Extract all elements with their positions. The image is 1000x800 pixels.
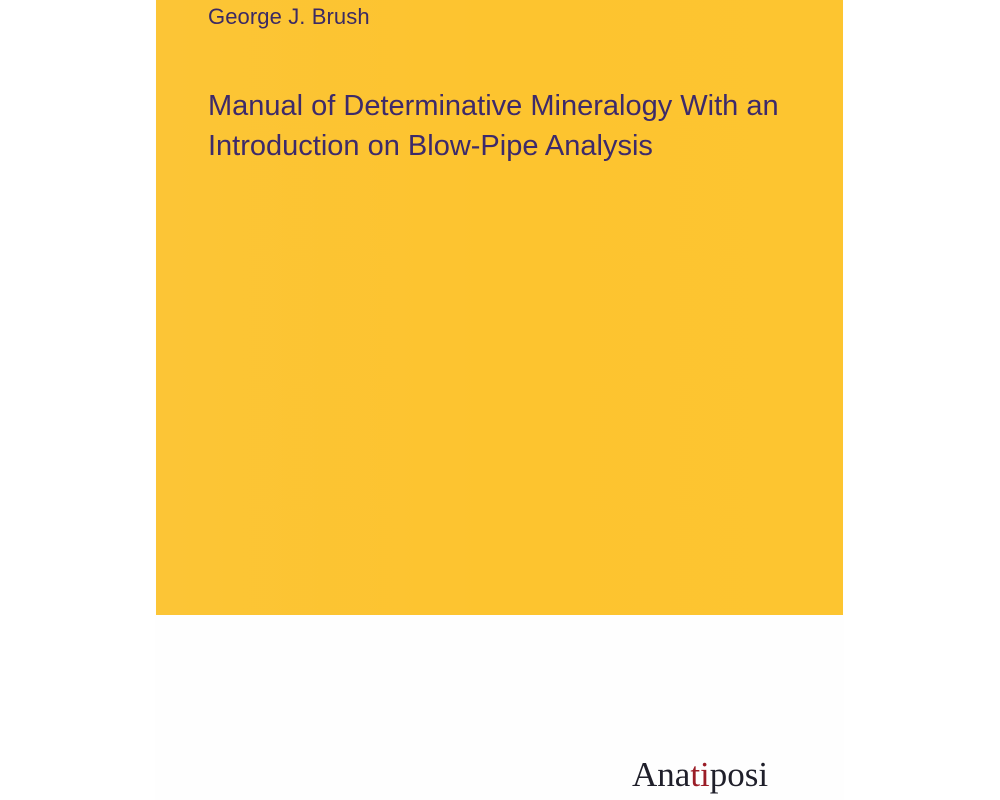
book-title-line-2: Introduction on Blow-Pipe Analysis	[208, 130, 653, 162]
cover-color-band	[156, 0, 843, 615]
publisher-logo-part-3: posi	[709, 755, 769, 794]
book-title-line-1: Manual of Determinative Mineralogy With an	[208, 90, 779, 122]
book-title	[208, 86, 808, 166]
publisher-logo-accent: ti	[690, 755, 710, 794]
publisher-logo	[632, 755, 768, 795]
book-cover	[156, 0, 843, 800]
author-name: George J. Brush	[208, 4, 370, 29]
publisher-logo-part-1: Ana	[632, 755, 691, 794]
